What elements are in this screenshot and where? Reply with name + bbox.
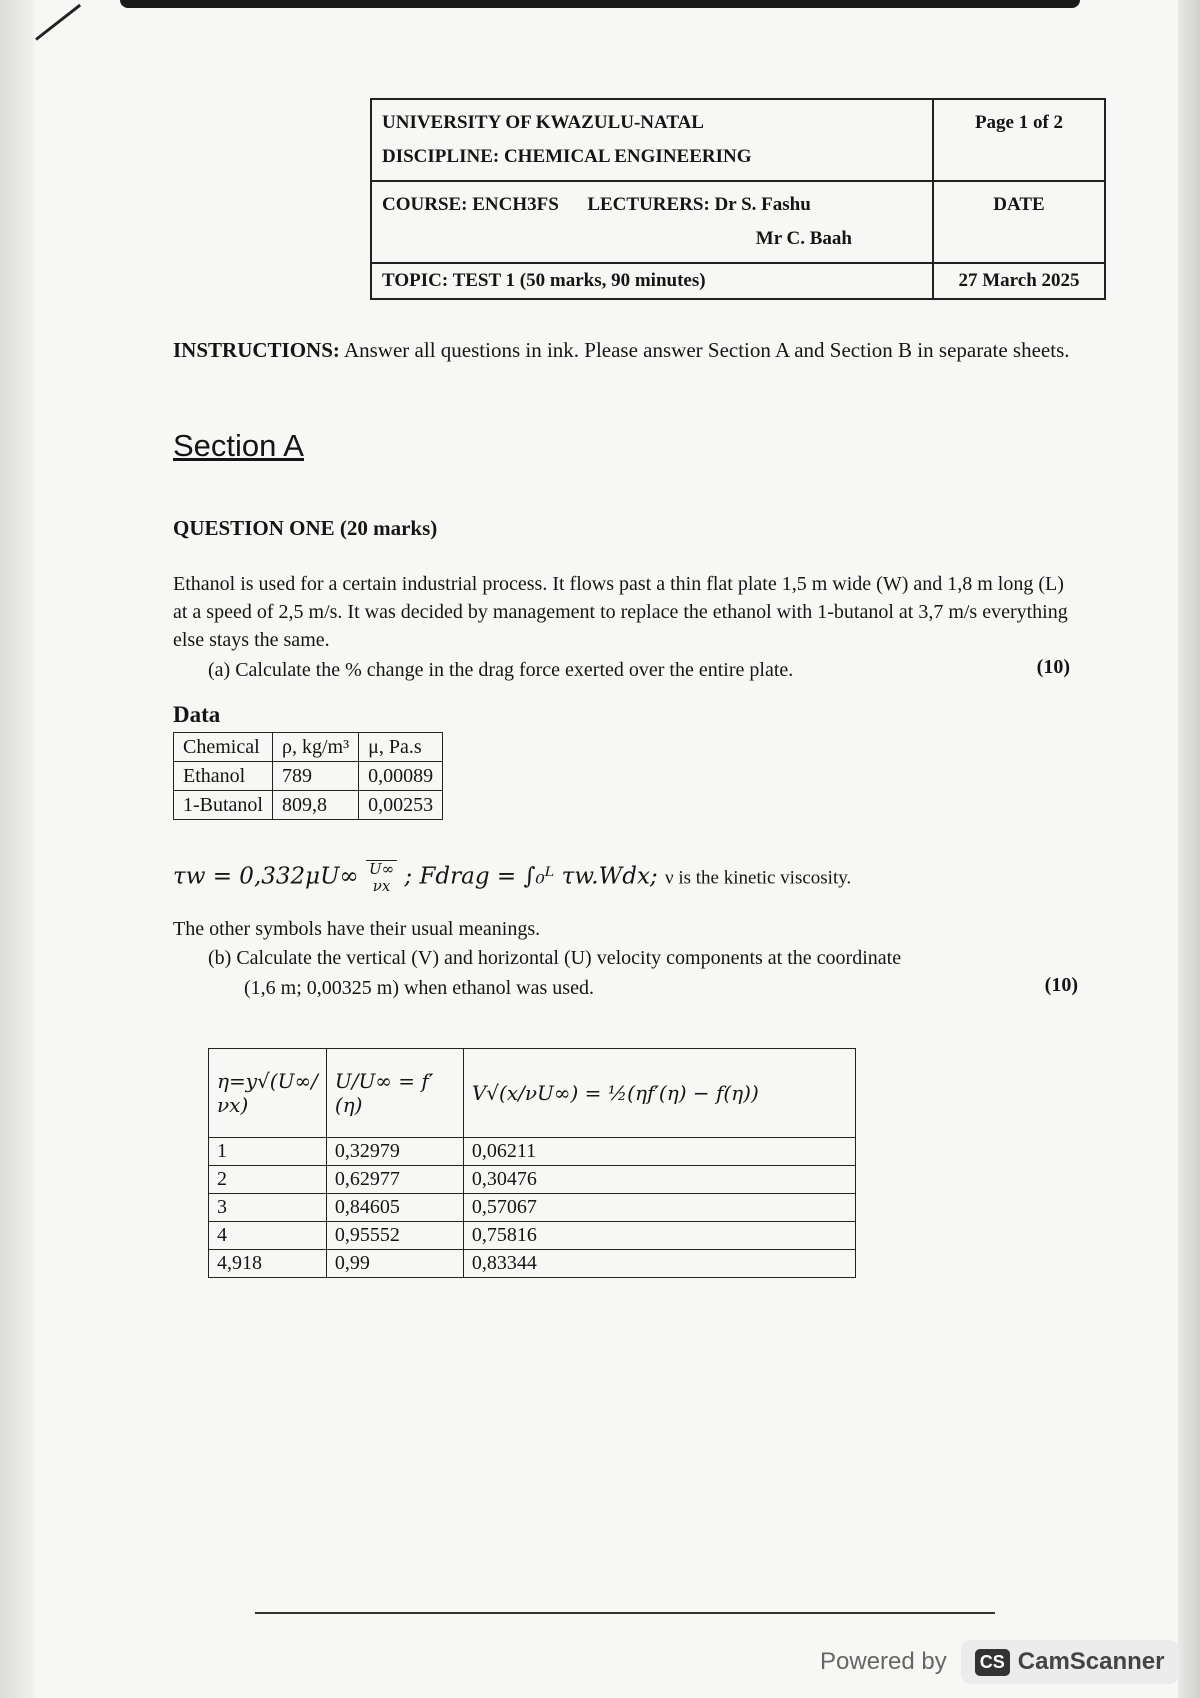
part-b-line1: (b) Calculate the vertical (V) and horizontal (U) velocity components at the coordinate: [208, 947, 902, 969]
table-row: [209, 1138, 856, 1166]
table-row: [209, 1166, 856, 1194]
camscanner-brand: [961, 1640, 1179, 1684]
university-name: UNIVERSITY OF KWAZULU-NATAL: [382, 112, 704, 133]
sqrt-fraction: [366, 860, 397, 895]
bottom-divider: [255, 1612, 995, 1614]
shear-stress-formula: τw = 0,332μU∞: [173, 863, 359, 890]
date-label-cell: [933, 181, 1105, 263]
table-cell: 789: [273, 762, 359, 791]
table-cell: 0,99: [326, 1250, 463, 1278]
table-cell: 0,06211: [463, 1138, 855, 1166]
exam-date: 27 March 2025: [958, 270, 1080, 291]
course-cell: [371, 181, 933, 263]
data-table-header: [174, 733, 443, 762]
scan-left-shadow: [0, 0, 34, 1698]
part-a-text: (a) Calculate the % change in the drag force exerted over the entire plate.: [208, 659, 794, 681]
table-row: [209, 1222, 856, 1250]
topic-cell: [371, 263, 933, 299]
table-cell: 809,8: [273, 791, 359, 820]
drag-formula: ; Fdrag = ∫₀ᴸ τw.Wdx;: [404, 863, 658, 890]
table-row: [209, 1194, 856, 1222]
table-cell: 0,32979: [326, 1138, 463, 1166]
date-label: DATE: [993, 194, 1045, 215]
section-title: Section A: [173, 428, 304, 463]
camscanner-logo-icon: CS: [975, 1649, 1010, 1676]
exam-header-table: [370, 98, 1106, 300]
data-title: Data: [173, 702, 221, 727]
v-group-header: V√(x/νU∞) = ½(ηf′(η) − f(η)): [463, 1049, 855, 1138]
eta-header: η=y√(U∞/νx): [209, 1049, 327, 1138]
data-header-cell: ρ, kg/m³: [273, 733, 359, 762]
table-cell: 2: [209, 1166, 327, 1194]
page-number: Page 1 of 2: [974, 112, 1064, 133]
table-cell: 3: [209, 1194, 327, 1222]
camscanner-watermark: [820, 1640, 1179, 1684]
part-b-marks: (10): [1044, 974, 1078, 996]
u-ratio-header: U/U∞ = f′(η): [326, 1049, 463, 1138]
course-code: COURSE: ENCH3FS: [382, 194, 559, 215]
camscanner-name: CamScanner: [1017, 1648, 1165, 1675]
table-cell: 4: [209, 1222, 327, 1250]
formula-line: [173, 860, 851, 895]
data-table: [173, 732, 443, 820]
data-header-cell: μ, Pa.s: [359, 733, 443, 762]
powered-by-text: Powered by: [820, 1648, 947, 1675]
table-row: [174, 791, 443, 820]
formula-note: ν is the kinetic viscosity.: [665, 867, 852, 889]
table-cell: Ethanol: [174, 762, 273, 791]
discipline: DISCIPLINE: CHEMICAL ENGINEERING: [382, 146, 752, 167]
similarity-table-header: [209, 1049, 856, 1138]
instructions-text: Answer all questions in ink. Please answer Section A and Section B in separate sheets.: [343, 338, 1070, 362]
scan-right-shadow: [1178, 0, 1200, 1698]
page-number-cell: [933, 99, 1105, 181]
topic: TOPIC: TEST 1 (50 marks, 90 minutes): [382, 270, 706, 291]
header-institution-cell: [371, 99, 933, 181]
table-cell: 0,57067: [463, 1194, 855, 1222]
instructions-label: INSTRUCTIONS:: [173, 338, 340, 362]
date-cell: [933, 263, 1105, 299]
lecturers: LECTURERS: Dr S. Fashu: [587, 194, 811, 215]
table-row: [174, 762, 443, 791]
table-cell: 1: [209, 1138, 327, 1166]
lecturer-second: Mr C. Baah: [755, 228, 852, 249]
similarity-table: [208, 1048, 856, 1278]
table-cell: 0,62977: [326, 1166, 463, 1194]
pen-mark: [35, 4, 81, 41]
question-text: Ethanol is used for a certain industrial process. It flows past a thin flat plate 1,5 m wide (W) and 1,8 m long (L) at a speed of 2,5 m/s. It was decided by management to replace the ethanol with 1-butanol at 3,7 m/s everything else stays the same.: [173, 573, 1068, 651]
other-symbols-note: The other symbols have their usual meanings.: [173, 918, 541, 940]
question-title: QUESTION ONE (20 marks): [173, 516, 438, 540]
scan-top-edge: [120, 0, 1080, 8]
sqrt-denominator: νx: [372, 877, 391, 895]
table-cell: 0,84605: [326, 1194, 463, 1222]
table-cell: 0,83344: [463, 1250, 855, 1278]
data-header-cell: Chemical: [174, 733, 273, 762]
sqrt-numerator: U∞: [368, 860, 395, 878]
part-a-marks: (10): [1036, 656, 1070, 678]
table-cell: 0,30476: [463, 1166, 855, 1194]
table-cell: 0,00089: [359, 762, 443, 791]
part-b-line2: (1,6 m; 0,00325 m) when ethanol was used.: [244, 977, 594, 999]
table-cell: 4,918: [209, 1250, 327, 1278]
table-row: [209, 1250, 856, 1278]
table-cell: 1-Butanol: [174, 791, 273, 820]
instructions: [173, 334, 1073, 366]
table-cell: 0,95552: [326, 1222, 463, 1250]
table-cell: 0,00253: [359, 791, 443, 820]
table-cell: 0,75816: [463, 1222, 855, 1250]
